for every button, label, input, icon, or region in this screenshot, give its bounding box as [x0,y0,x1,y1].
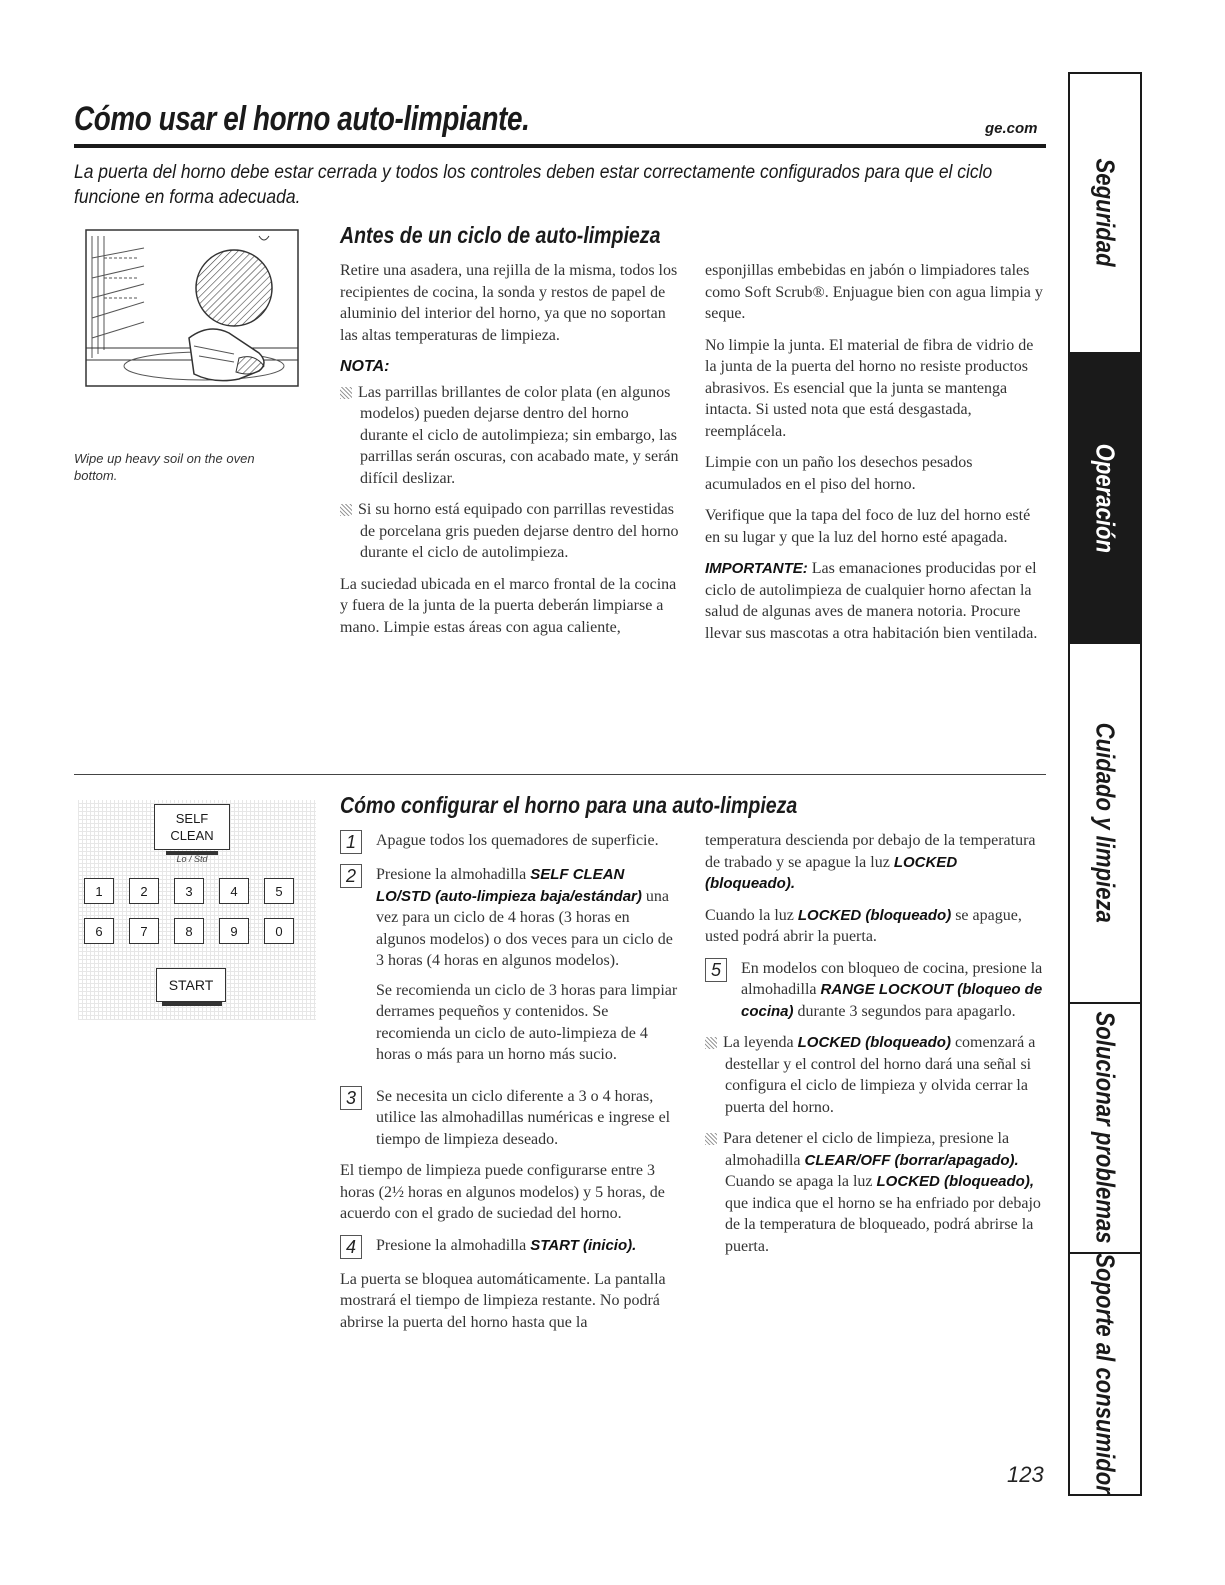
step-5: 5 En modelos con bloqueo de cocina, presione la almohadilla RANGE LOCKOUT (bloqueo de cocina) durante 3 segundos para apagarlo. [705,958,1045,1023]
bullet-text: Las parrillas brillantes de color plata (en algunos modelos) pueden dejarse dentro del horno durante el ciclo de autolimpieza; sin embargo, las parrillas serán oscuras, con acabado mate, y serán difícil deslizar. [358,383,679,487]
section2-left-column [340,830,680,1343]
section2-right-column [705,830,1045,1267]
intro-text: La puerta del horno debe estar cerrada y todos los controles deben estar correctamente configurados para que el ciclo funcione en forma adecuada. [74,162,993,208]
important-text: Las emanaciones producidas por el ciclo de autolimpieza de cualquier horno afectan la salud de algunas aves de manera notoria. Procure llevar sus mascotas a otra habitación bien ventilada. [705,560,1038,642]
page-title: Cómo usar el horno auto-limpiante. [74,100,530,138]
paragraph: Verifique que la tapa del foco de luz del horno esté en su lugar y que la luz del horno esté apagada. [705,507,1031,546]
number-key-0: 0 [264,918,294,944]
number-key-4: 4 [219,878,249,904]
number-key-9: 9 [219,918,249,944]
paragraph: Retire una asadera, una rejilla de la misma, todos los recipientes de cocina, la sonda y restos de papel de aluminio del interior del horno, ya que no soportan las altas temperaturas de limpieza. [340,262,678,344]
paragraph: esponjillas embebidas en jabón o limpiadores tales como Soft Scrub®. Enjuague bien con agua limpia y seque. [705,262,1043,322]
paragraph: temperatura descienda por debajo de la temperatura de trabado y se apague la luz LOCKED (bloqueado). [705,832,1036,892]
bullet-item: Para detener el ciclo de limpieza, presione la almohadilla CLEAR/OFF (borrar/apagado). Cuando se apaga la luz LOCKED (bloqueado), que indica que el horno se ha enfriado por debajo de la temperatura de bloqueado, podrá abrirse la puerta. [705,1128,1045,1257]
section1-left-column [340,260,680,648]
step-number: 5 [705,958,727,982]
number-key-1: 1 [84,878,114,904]
section1-right-column [705,260,1045,654]
bullet-item: La leyenda LOCKED (bloqueado) comenzará a destellar y el control del horno dará una señal si configura el ciclo de limpieza y olvida cerrar la puerta del horno. [705,1032,1045,1118]
number-key-3: 3 [174,878,204,904]
bullet-icon [705,1133,717,1145]
step-number: 3 [340,1086,362,1110]
step-1 [340,830,680,854]
nota-label: NOTA: [340,358,390,375]
paragraph: Cuando la luz LOCKED (bloqueado) se apague, usted podrá abrir la puerta. [705,906,1022,945]
number-key-8: 8 [174,918,204,944]
step-text: Apague todos los quemadores de superficie. [376,832,659,849]
important-label: IMPORTANTE: [705,560,808,577]
lo-std-label: Lo / Std [176,854,208,864]
paragraph: Se recomienda un ciclo de 3 horas para limpiar derrames pequeños y contenidos. Se recomienda un ciclo de auto-limpieza de 4 horas o más para un horno más sucio. [376,981,678,1063]
step-number: 1 [340,830,362,854]
step-number: 2 [340,864,362,888]
oven-cleaning-illustration [84,228,300,390]
number-key-6: 6 [84,918,114,944]
paragraph: La suciedad ubicada en el marco frontal de la cocina y fuera de la junta de la puerta deberán limpiarse a mano. Limpie estas áreas con agua caliente, [340,575,677,636]
tab-solucionar-problemas[interactable]: Solucionar problemas [1070,1004,1140,1254]
tab-operacion[interactable]: Operación [1070,354,1140,644]
tab-soporte-al-consumidor[interactable]: Soporte al consumidor [1090,1253,1121,1495]
control-panel-illustration [78,800,316,1020]
step-3 [340,1086,680,1151]
section-divider [74,774,1046,775]
side-tab-bar [1068,72,1142,1496]
title-rule [74,144,1046,148]
step-4: 4 Presione la almohadilla START (inicio). [340,1235,680,1259]
site-url: ge.com [985,120,1038,137]
paragraph: No limpie la junta. El material de fibra de vidrio de la junta de la puerta del horno no resiste productos abrasivos. Es esencial que la junta se mantenga intacta. Si usted nota que está desgastada, reemplácela. [705,336,1034,440]
step-2: 2 Presione la almohadilla SELF CLEAN LO/STD (auto-limpieza baja/estándar) una vez para un ciclo de 4 horas (3 horas en algunos modelos) o dos veces para un ciclo de 3 horas (4 horas en algunos modelos). Se recomienda un ciclo de 3 horas para limpiar derrames pequeños y contenidos. Se recomienda un ciclo de auto-limpieza de 4 horas o más para un horno más sucio. [340,864,680,1076]
paragraph: La puerta se bloquea automáticamente. La pantalla mostrará el tiempo de limpieza restante. No podrá abrirse la puerta del horno hasta que la [340,1270,666,1331]
important-paragraph [705,558,1045,644]
bullet-icon [340,387,352,399]
bullet-item [340,499,680,564]
start-key: START [156,968,226,1002]
self-clean-key: SELF CLEAN [154,804,230,850]
number-key-7: 7 [129,918,159,944]
bullet-text: Si su horno está equipado con parrillas revestidas de porcelana gris pueden dejarse dentro del horno durante el ciclo de autolimpieza. [358,501,679,561]
paragraph: Limpie con un paño los desechos pesados acumulados en el piso del horno. [705,454,973,493]
section-heading-setup: Cómo configurar el horno para una auto-limpieza [340,792,798,818]
figure-caption: Wipe up heavy soil on the oven bottom. [74,451,255,483]
tab-cuidado-y-limpieza[interactable]: Cuidado y limpieza [1070,644,1140,1004]
step-text: Se necesita un ciclo diferente a 3 o 4 horas, utilice las almohadillas numéricas e ingrese el tiempo de limpieza deseado. [376,1087,671,1148]
step-number: 4 [340,1235,362,1259]
paragraph: El tiempo de limpieza puede configurarse entre 3 horas (2½ horas en algunos modelos) y 5 horas, de acuerdo con el grado de suciedad del horno. [340,1162,665,1222]
start-pad-label: START (inicio). [530,1236,637,1254]
bullet-icon [705,1037,717,1049]
section-heading-before: Antes de un ciclo de auto-limpieza [340,222,661,248]
key-indicator [162,1002,222,1006]
bullet-item [340,382,680,490]
tab-seguridad[interactable]: Seguridad [1070,74,1140,354]
page-number: 123 [1007,1462,1044,1487]
bullet-icon [340,504,352,516]
number-key-2: 2 [129,878,159,904]
self-clean-pad-label: SELF CLEAN LO/STD (auto-limpieza baja/estándar) [376,866,642,905]
number-key-5: 5 [264,878,294,904]
